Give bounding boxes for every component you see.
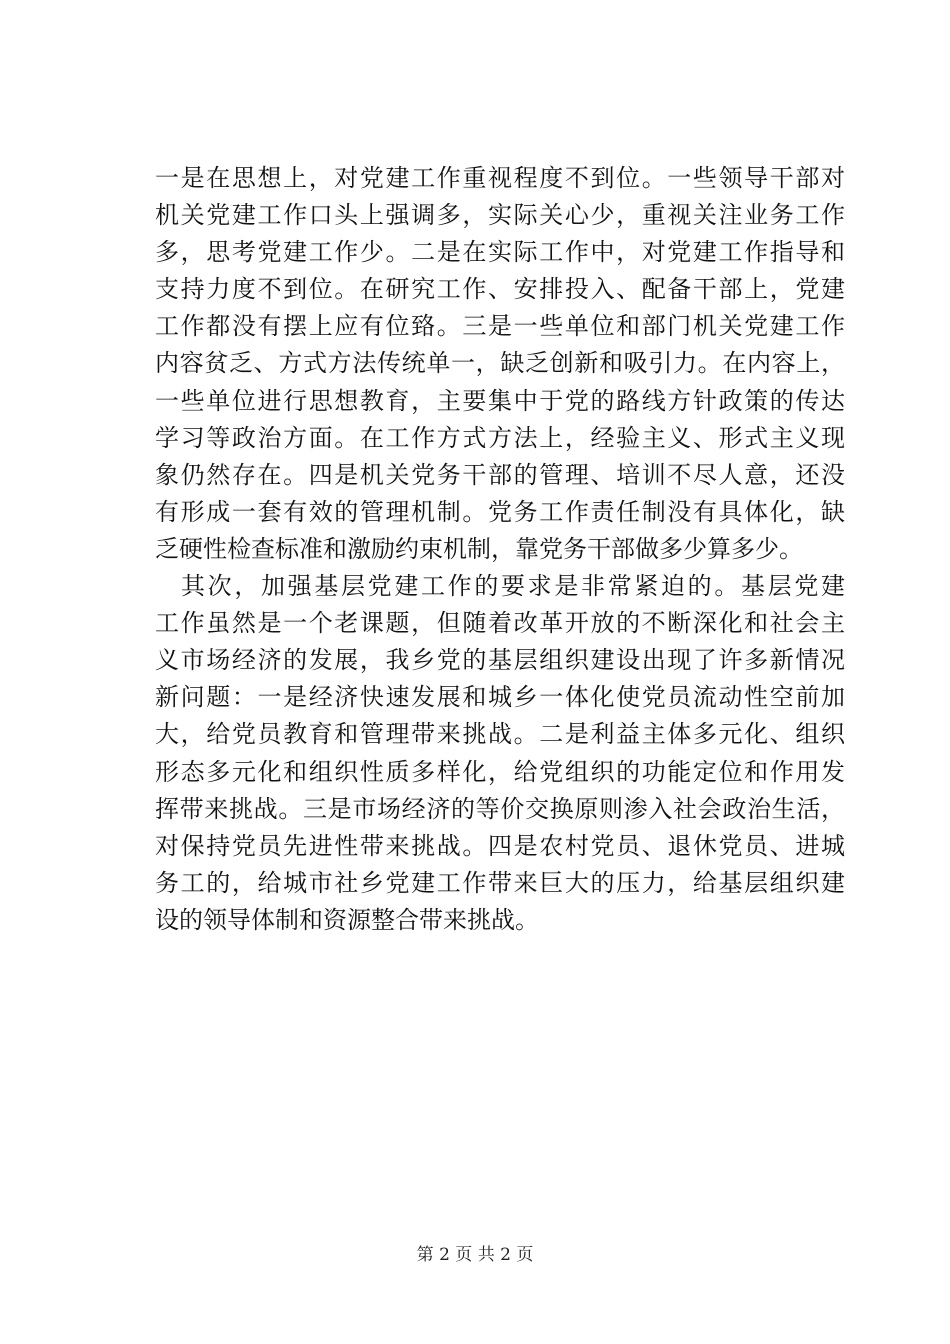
text-line: 工作虽然是一个老课题，但随着改革开放的不断深化和社会主 (155, 609, 845, 638)
text-line: 大，给党员教育和管理带来挑战。二是利益主体多元化、组织 (155, 720, 845, 749)
text-line: 一是在思想上，对党建工作重视程度不到位。一些领导干部对 (155, 164, 845, 192)
text-line: 务工的，给城市社乡党建工作带来巨大的压力，给基层组织建 (155, 868, 845, 897)
text-line: 多，思考党建工作少。二是在实际工作中，对党建工作指导和 (155, 238, 845, 267)
paragraph-start-line: 其次，加强基层党建工作的要求是非常紧迫的。基层党建 (181, 572, 845, 601)
text-line: 内容贫乏、方式方法传统单一，缺乏创新和吸引力。在内容上， (155, 349, 845, 378)
text-line: 形态多元化和组织性质多样化，给党组织的功能定位和作用发 (155, 757, 845, 786)
text-line: 支持力度不到位。在研究工作、安排投入、配备干部上，党建 (155, 275, 845, 304)
text-line: 挥带来挑战。三是市场经济的等价交换原则渗入社会政治生活， (155, 794, 845, 823)
body-text (155, 160, 845, 939)
text-line: 对保持党员先进性带来挑战。四是农村党员、退休党员、进城 (155, 831, 845, 860)
page-number-footer: 第 2 页 共 2 页 (416, 1245, 534, 1265)
text-line: 象仍然存在。四是机关党务干部的管理、培训不尽人意，还没 (155, 460, 845, 489)
text-line: 设的领导体制和资源整合带来挑战。 (155, 905, 539, 934)
text-line: 学习等政治方面。在工作方式方法上，经验主义、形式主义现 (155, 423, 845, 452)
text-line: 新问题：一是经济快速发展和城乡一体化使党员流动性空前加 (155, 683, 845, 712)
text-line: 机关党建工作口头上强调多，实际关心少，重视关注业务工作 (155, 201, 845, 230)
text-line: 义市场经济的发展，我乡党的基层组织建设出现了许多新情况 (155, 646, 845, 675)
text-line: 工作都没有摆上应有位臵。三是一些单位和部门机关党建工作 (155, 312, 845, 341)
text-line: 乏硬性检查标准和激励约束机制，靠党务干部做多少算多少。 (155, 534, 803, 563)
text-line: 有形成一套有效的管理机制。党务工作责任制没有具体化，缺 (155, 497, 845, 526)
text-line: 一些单位进行思想教育，主要集中于党的路线方针政策的传达 (155, 386, 845, 415)
